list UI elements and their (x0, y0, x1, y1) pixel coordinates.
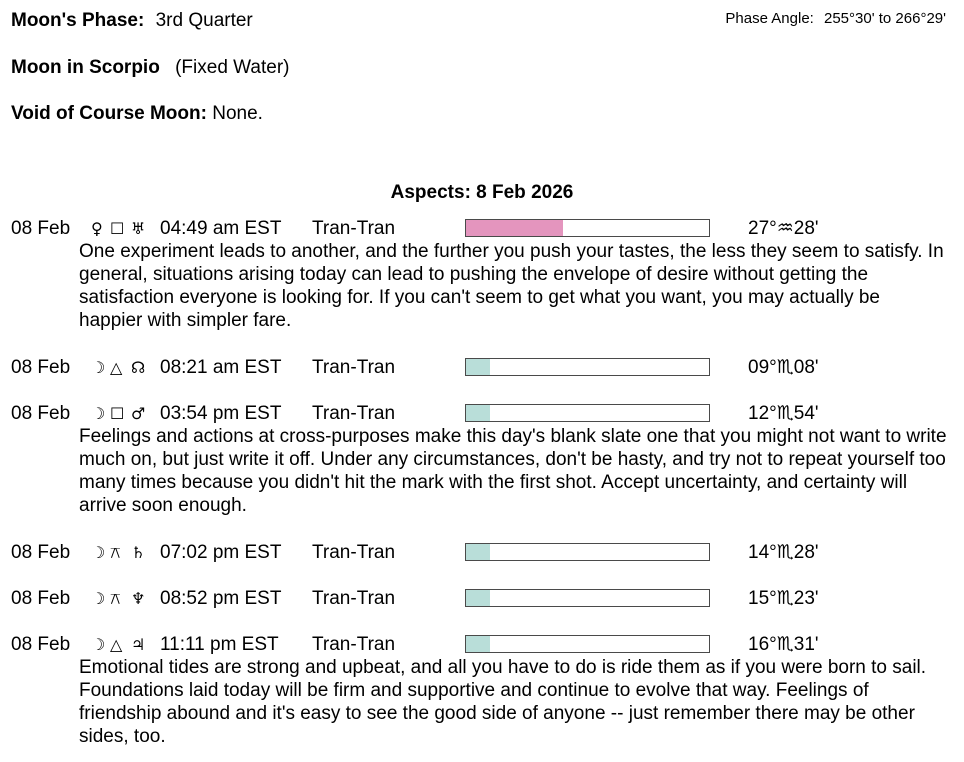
aspect-line (11, 217, 951, 240)
aspect-type: Tran-Tran (312, 403, 396, 424)
jupiter-icon: ♃ (131, 635, 146, 654)
moon-icon: ☽ (91, 543, 106, 562)
aspect-entry (11, 541, 951, 564)
square-aspect-icon: ☐ (110, 219, 125, 238)
quincunx-aspect-icon: ⚻ (110, 589, 121, 608)
aspect-entry (11, 356, 951, 379)
moon-sign-row (11, 56, 289, 79)
aspect-strength-bar (465, 543, 710, 561)
aspect-description: Feelings and actions at cross-purposes make this day's blank slate one that you might not want to write much on, but just write it off. Under any circumstances, don't be hasty, and try not to repeat yourself too many times because you didn't hit the mark with the first shot. Accept uncertainty, and certainty will arrive soon enough. (79, 426, 947, 516)
aspect-strength-fill (466, 636, 490, 652)
aspect-type: Tran-Tran (312, 634, 396, 655)
aspect-line (11, 402, 951, 425)
aspect-strength-fill (466, 220, 563, 236)
aspect-line (11, 541, 951, 564)
venus-icon: ♀ (91, 219, 103, 238)
moon-phase-row (11, 9, 253, 32)
phase-angle-value: 255°30' to 266°29' (824, 10, 946, 27)
mars-icon: ♂ (131, 404, 146, 423)
aspect-strength-bar (465, 358, 710, 376)
aspect-degree: 12°♏54' (748, 403, 819, 424)
aspect-strength-bar (465, 219, 710, 237)
aspect-type: Tran-Tran (312, 357, 396, 378)
aspect-date: 08 Feb (11, 403, 71, 424)
moon-icon: ☽ (91, 589, 106, 608)
aspect-strength-fill (466, 405, 490, 421)
aspect-entry (11, 587, 951, 610)
aspect-line (11, 356, 951, 379)
aspect-strength-fill (466, 590, 490, 606)
aspect-date: 08 Feb (11, 588, 71, 609)
aspect-time: 04:49 am EST (160, 218, 282, 239)
aspect-description: One experiment leads to another, and the further you push your tastes, the less they seem to satisfy. In general, situations arising today can lead to pushing the envelope of desire without getting the satisfaction everyone is looking for. If you can't seem to get what you want, you may actually be happier with simpler fare. (79, 241, 944, 331)
aspect-strength-bar (465, 635, 710, 653)
aspect-strength-fill (466, 359, 490, 375)
moon-phase-value: 3rd Quarter (155, 10, 253, 31)
moon-sign-value: (Fixed Water) (175, 57, 290, 78)
aspect-strength-bar (465, 404, 710, 422)
aspect-time: 11:11 pm EST (160, 634, 279, 655)
aspects-title: Aspects: 8 Feb 2026 (390, 182, 574, 203)
phase-angle (725, 9, 946, 29)
void-of-course-label: Void of Course Moon: (11, 103, 207, 124)
phase-angle-label: Phase Angle: (725, 10, 814, 27)
saturn-icon: ♄ (131, 543, 146, 562)
aspect-line (11, 587, 951, 610)
aspect-strength-bar (465, 589, 710, 607)
aspect-date: 08 Feb (11, 218, 71, 239)
moon-icon: ☽ (91, 358, 106, 377)
aspect-degree: 16°♏31' (748, 634, 819, 655)
trine-aspect-icon: △ (110, 635, 123, 654)
aspect-time: 07:02 pm EST (160, 542, 282, 563)
aspect-entry (11, 633, 951, 748)
moon-phase-label: Moon's Phase: (11, 10, 145, 31)
moon-sign-label: Moon in Scorpio (11, 57, 160, 78)
moon-icon: ☽ (91, 404, 106, 423)
neptune-icon: ♆ (131, 589, 146, 608)
aspect-strength-fill (466, 544, 490, 560)
aspect-entry (11, 402, 951, 517)
north-node-icon: ☊ (131, 358, 146, 377)
aspect-degree: 27°♒28' (748, 218, 819, 239)
trine-aspect-icon: △ (110, 358, 123, 377)
aspect-type: Tran-Tran (312, 588, 396, 609)
void-of-course-value: None. (212, 103, 263, 124)
aspect-date: 08 Feb (11, 357, 71, 378)
aspect-type: Tran-Tran (312, 218, 396, 239)
square-aspect-icon: ☐ (110, 404, 125, 423)
aspect-description: Emotional tides are strong and upbeat, and all you have to do is ride them as if you were born to sail. Foundations laid today will be firm and supportive and continue to evolve that way. Feelings of friendship abound and it's easy to see the good side of anyone -- just remember there may be other sides, too. (79, 657, 927, 747)
aspect-date: 08 Feb (11, 634, 71, 655)
aspect-time: 03:54 pm EST (160, 403, 282, 424)
aspect-entry (11, 217, 951, 332)
aspect-type: Tran-Tran (312, 542, 396, 563)
aspect-degree: 15°♏23' (748, 588, 819, 609)
aspect-time: 08:52 pm EST (160, 588, 282, 609)
aspect-degree: 14°♏28' (748, 542, 819, 563)
aspect-date: 08 Feb (11, 542, 71, 563)
void-of-course-row (11, 102, 263, 125)
aspect-time: 08:21 am EST (160, 357, 282, 378)
moon-icon: ☽ (91, 635, 106, 654)
aspect-line (11, 633, 951, 656)
aspect-degree: 09°♏08' (748, 357, 819, 378)
quincunx-aspect-icon: ⚻ (110, 543, 121, 562)
uranus-icon: ♅ (131, 219, 146, 238)
